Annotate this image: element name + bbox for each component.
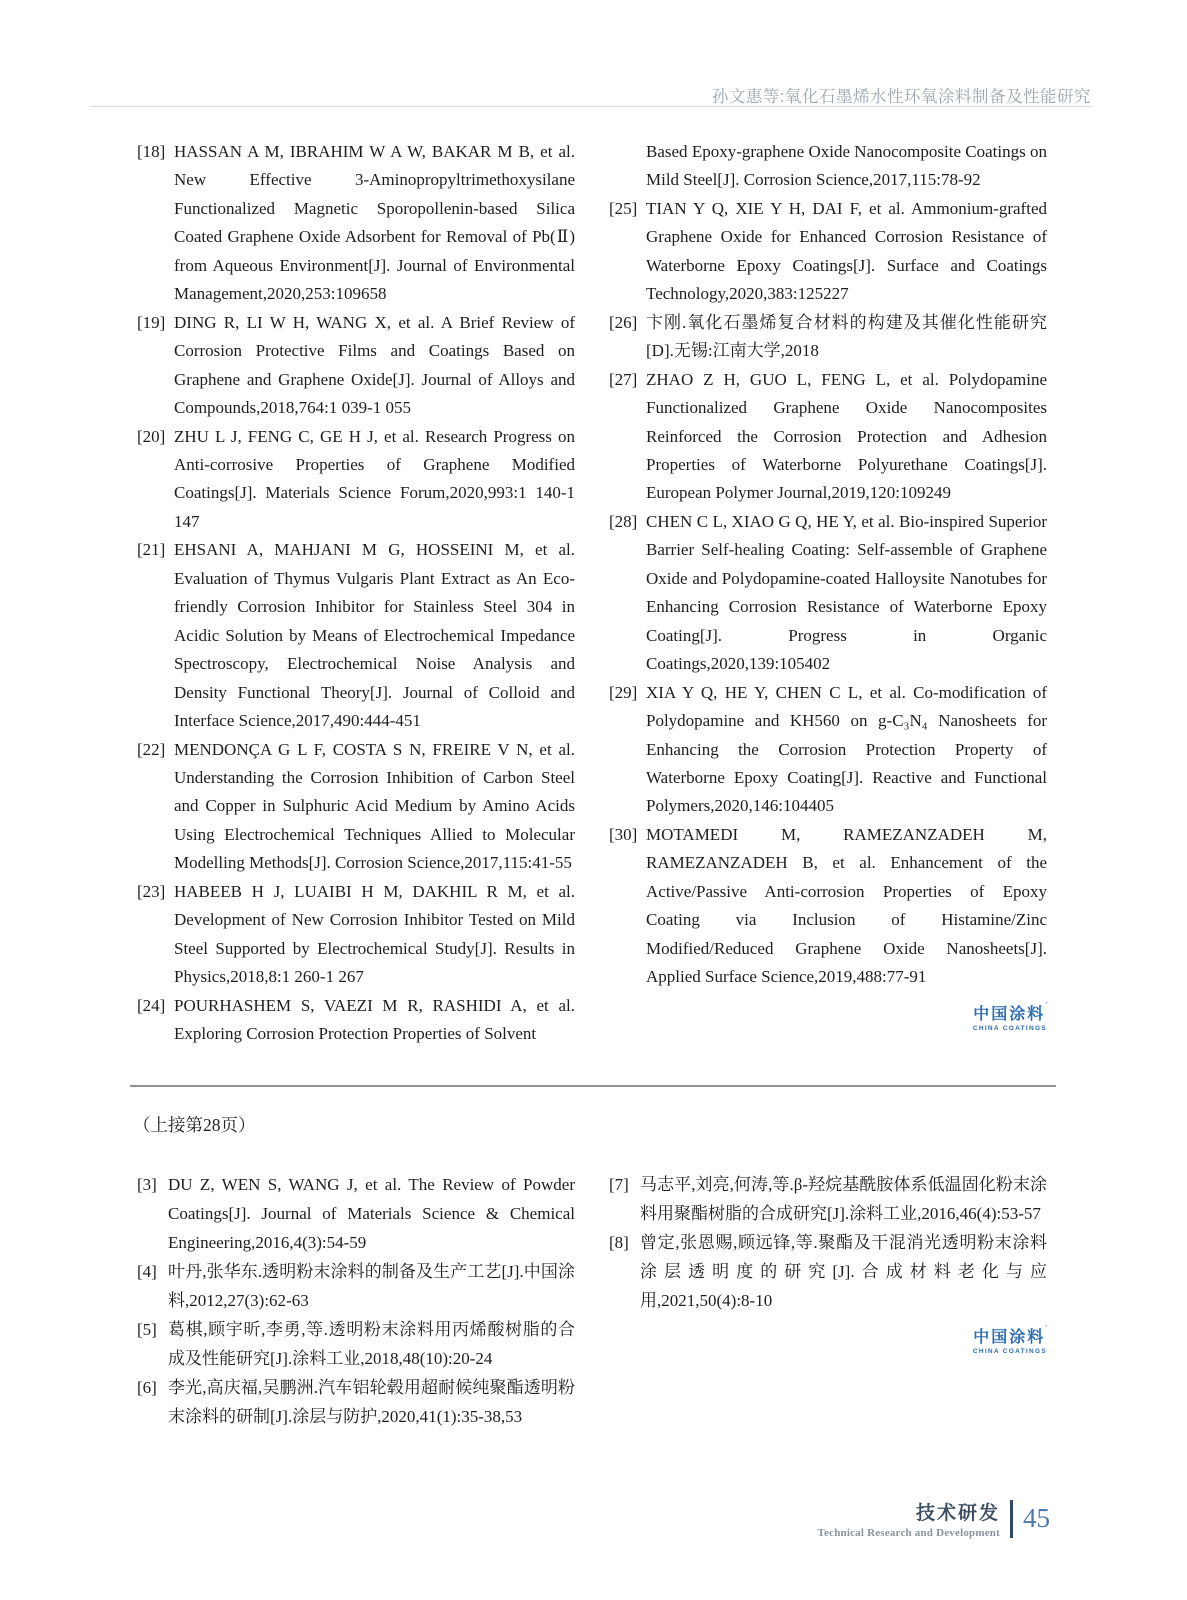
- logo-cn-text: 中国涂料: [973, 1329, 1046, 1346]
- reference-item: [137, 1315, 575, 1373]
- reference-label: [19]: [137, 312, 166, 332]
- reference-item: [609, 1170, 1047, 1228]
- reference-item: [609, 309, 1047, 366]
- page-number: 45: [1023, 1503, 1050, 1533]
- refs-bottom-left-column: [137, 1170, 575, 1431]
- footer-section-title-en: Technical Research and Development: [817, 1527, 1000, 1539]
- china-coatings-logo: [609, 1001, 1047, 1032]
- reference-item: [609, 821, 1047, 992]
- reference-label: [5]: [137, 1320, 157, 1339]
- reference-item: [609, 195, 1047, 309]
- reference-label: [20]: [137, 426, 166, 446]
- reference-label: [6]: [137, 1378, 157, 1397]
- reference-text: Based Epoxy-graphene Oxide Nanocomposite Coatings on Mild Steel[J]. Corrosion Science,2017,115:78-92: [646, 142, 1047, 190]
- reference-label: [7]: [609, 1175, 629, 1194]
- refs-bottom-right-column: [609, 1170, 1047, 1431]
- reference-label: [23]: [137, 881, 166, 901]
- logo-en-text: CHINA COATINGS: [972, 1024, 1047, 1032]
- refs-top-right-column: [609, 138, 1047, 1049]
- reference-text: DING R, LI W H, WANG X, et al. A Brief Review of Corrosion Protective Films and Coatings Based on Graphene and Graphene Oxide[J]. Journal of Alloys and Compounds,2018,764:1 039-1 055: [174, 312, 575, 418]
- reference-text: 李光,高庆福,吴鹏洲.汽车铝轮毂用超耐候纯聚酯透明粉末涂料的研制[J].涂层与防护,2020,41(1):35-38,53: [168, 1378, 575, 1426]
- reference-item: [609, 508, 1047, 679]
- reference-text: MENDONÇA G L F, COSTA S N, FREIRE V N, et al. Understanding the Corrosion Inhibition of Carbon Steel and Copper in Sulphuric Acid Medium by Amino Acids Using Electrochemical Techniques Allied to Molecular Modelling Methods[J]. Corrosion Science,2017,115:41-55: [174, 739, 575, 873]
- reference-list: [137, 1170, 575, 1431]
- reference-item: [137, 138, 575, 309]
- reference-label: [29]: [609, 682, 638, 702]
- reference-text: HABEEB H J, LUAIBI H M, DAKHIL R M, et al. Development of New Corrosion Inhibitor Tested on Mild Steel Supported by Electrochemical Study[J]. Results in Physics,2018,8:1 260-1 267: [174, 881, 575, 987]
- reference-item: [137, 536, 575, 735]
- reference-item: [609, 679, 1047, 821]
- reference-text: ZHU L J, FENG C, GE H J, et al. Research Progress on Anti-corrosive Properties of Graphene Modified Coatings[J]. Materials Science Forum,2020,993:1 140-1 147: [174, 426, 575, 531]
- reference-label: [8]: [609, 1233, 629, 1252]
- reference-label: [26]: [609, 312, 638, 332]
- references-top-section: [137, 138, 1047, 1049]
- reference-text: 葛棋,顾宇昕,李勇,等.透明粉末涂料用丙烯酸树脂的合成及性能研究[J].涂料工业,2018,48(10):20-24: [168, 1320, 575, 1368]
- reference-list: [137, 138, 575, 1049]
- china-coatings-logo: [609, 1324, 1047, 1355]
- refs-top-left-column: [137, 138, 575, 1049]
- references-bottom-section: [137, 1170, 1047, 1431]
- footer-section-title-cn: 技术研发: [915, 1503, 1000, 1524]
- section-divider: [130, 1085, 1056, 1087]
- reference-item: [137, 1170, 575, 1257]
- reference-item: [137, 1257, 575, 1315]
- reference-text: CHEN C L, XIAO G Q, HE Y, et al. Bio-inspired Superior Barrier Self-healing Coating: Self-assemble of Graphene Oxide and Polydopamine-coated Halloysite Nanotubes for Enhancing Corrosion Resistance of Waterborne Epoxy Coating[J]. Progress in Organic Coatings,2020,139:105402: [646, 511, 1047, 674]
- reference-item: [609, 1228, 1047, 1315]
- reference-text: ZHAO Z H, GUO L, FENG L, et al. Polydopamine Functionalized Graphene Oxide Nanocomposites Reinforced the Corrosion Protection and Adhesion Properties of Waterborne Polyurethane Coatings[J]. European Polymer Journal,2019,120:109249: [646, 369, 1047, 503]
- reference-label: [22]: [137, 739, 166, 759]
- footer-section-title: [818, 1498, 1001, 1539]
- continued-from-page-note: （上接第28页）: [133, 1115, 256, 1135]
- logo-trademark-icon: ’: [1045, 1324, 1047, 1333]
- reference-label: [4]: [137, 1262, 157, 1281]
- header-rule-divider: [90, 106, 1093, 107]
- reference-label: [3]: [137, 1175, 157, 1194]
- footer-divider-bar: [1010, 1500, 1013, 1538]
- reference-label: [24]: [137, 995, 166, 1015]
- reference-text: 曾定,张恩赐,顾远锋,等.聚酯及干混消光透明粉末涂料涂层透明度的研究[J].合成材料老化与应用,2021,50(4):8-10: [640, 1233, 1047, 1310]
- reference-item: [609, 138, 1047, 195]
- running-title: 孙文惠等:氧化石墨烯水性环氧涂料制备及性能研究: [711, 88, 1091, 106]
- reference-text: POURHASHEM S, VAEZI M R, RASHIDI A, et al. Exploring Corrosion Protection Properties of Solvent: [174, 995, 575, 1044]
- reference-text: EHSANI A, MAHJANI M G, HOSSEINI M, et al. Evaluation of Thymus Vulgaris Plant Extract as An Eco-friendly Corrosion Inhibitor for Stainless Steel 304 in Acidic Solution by Means of Electrochemical Impedance Spectroscopy, Electrochemical Noise Analysis and Density Functional Theory[J]. Journal of Colloid and Interface Science,2017,490:444-451: [174, 540, 575, 731]
- reference-text: 马志平,刘亮,何涛,等.β-羟烷基酰胺体系低温固化粉末涂料用聚酯树脂的合成研究[J].涂料工业,2016,46(4):53-57: [640, 1175, 1047, 1223]
- logo-en-text: CHINA COATINGS: [972, 1348, 1047, 1355]
- reference-text: HASSAN A M, IBRAHIM W A W, BAKAR M B, et al. New Effective 3-Aminopropyltrimethoxysilane Functionalized Magnetic Sporopollenin-based Silica Coated Graphene Oxide Adsorbent for Removal of Pb(Ⅱ) from Aqueous Environment[J]. Journal of Environmental Management,2020,253:109658: [174, 142, 575, 304]
- reference-item: [609, 366, 1047, 508]
- reference-list: [609, 1170, 1047, 1315]
- reference-item: [137, 736, 575, 878]
- reference-list: [609, 138, 1047, 992]
- reference-label: [21]: [137, 540, 166, 560]
- reference-item: [137, 1373, 575, 1431]
- reference-label: [30]: [609, 824, 638, 844]
- reference-item: [137, 878, 575, 992]
- reference-text: DU Z, WEN S, WANG J, et al. The Review of Powder Coatings[J]. Journal of Materials Science & Chemical Engineering,2016,4(3):54-59: [168, 1175, 575, 1252]
- reference-label: [18]: [137, 142, 166, 161]
- reference-label: [25]: [609, 198, 638, 218]
- logo-trademark-icon: ’: [1045, 1000, 1047, 1010]
- reference-text: 叶丹,张华东.透明粉末涂料的制备及生产工艺[J].中国涂料,2012,27(3):62-63: [168, 1262, 575, 1310]
- page-footer: [818, 1498, 1051, 1539]
- reference-item: [137, 309, 575, 423]
- reference-text: TIAN Y Q, XIE Y H, DAI F, et al. Ammonium-grafted Graphene Oxide for Enhanced Corrosion Resistance of Waterborne Epoxy Coatings[J]. Surface and Coatings Technology,2020,383:125227: [646, 198, 1047, 304]
- reference-label: [27]: [609, 369, 638, 389]
- reference-text: 卞刚.氧化石墨烯复合材料的构建及其催化性能研究[D].无锡:江南大学,2018: [646, 312, 1047, 361]
- reference-label: [28]: [609, 511, 638, 531]
- reference-text: XIA Y Q, HE Y, CHEN C L, et al. Co-modification of Polydopamine and KH560 on g-C₃N₄ Nanosheets for Enhancing the Corrosion Protection Property of Waterborne Epoxy Coating[J]. Reactive and Functional Polymers,2020,146:104405: [646, 682, 1047, 816]
- reference-item: [137, 992, 575, 1049]
- logo-cn-text: 中国涂料: [973, 1005, 1046, 1023]
- reference-text: MOTAMEDI M, RAMEZANZADEH M, RAMEZANZADEH B, et al. Enhancement of the Active/Passive Anti-corrosion Properties of Epoxy Coating via Inclusion of Histamine/Zinc Modified/Reduced Graphene Oxide Nanosheets[J]. Applied Surface Science,2019,488:77-91: [646, 824, 1047, 987]
- reference-item: [137, 423, 575, 537]
